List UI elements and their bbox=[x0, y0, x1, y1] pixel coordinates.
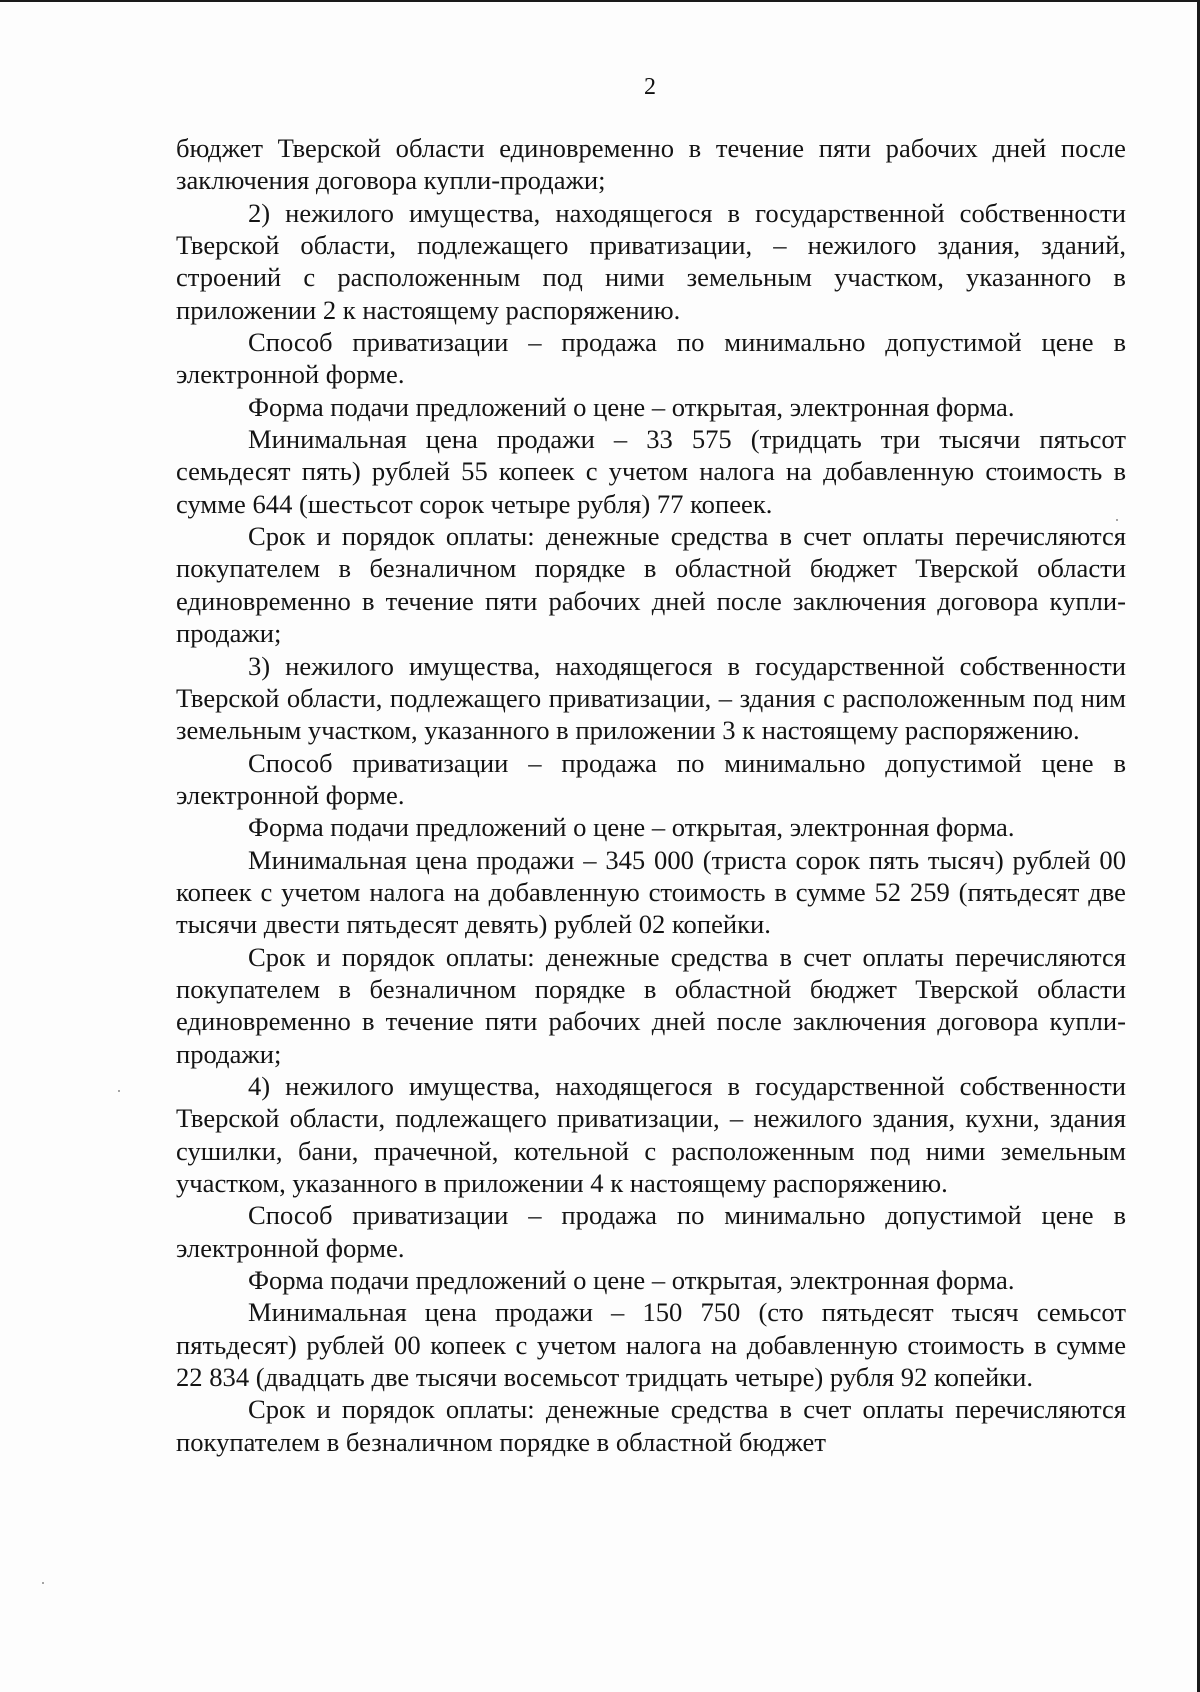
paragraph-payment-terms: Срок и порядок оплаты: денежные средства в счет оплаты перечисляются покупателем в безналичном порядке в областной бюджет bbox=[176, 1394, 1126, 1457]
scan-speck bbox=[42, 1582, 44, 1584]
paragraph-budget-continuation: бюджет Тверской области единовременно в течение пяти рабочих дней после заключения договора купли-продажи; bbox=[176, 133, 1126, 196]
paragraph-item-3: 3) нежилого имущества, находящегося в государственной собственности Тверской области, подлежащего приватизации, – здания с расположенным под ним земельным участком, указанного в приложении 3 к настоящему распоряжению. bbox=[176, 650, 1126, 746]
page-number: 2 bbox=[644, 74, 656, 100]
paragraph-payment-terms: Срок и порядок оплаты: денежные средства в счет оплаты перечисляются покупателем в безналичном порядке в областной бюджет Тверской области единовременно в течение пяти рабочих дней после заключения договора купли-продажи; bbox=[176, 521, 1126, 649]
scan-speck bbox=[1116, 519, 1118, 521]
document-body bbox=[176, 132, 1126, 1458]
paragraph-offer-form: Форма подачи предложений о цене – открытая, электронная форма. bbox=[248, 1265, 1015, 1296]
paragraph-item-2: 2) нежилого имущества, находящегося в государственной собственности Тверской области, подлежащего приватизации, – нежилого здания, зданий, строений с расположенным под ними земельным участком, указанного в приложении 2 к настоящему распоряжению. bbox=[176, 197, 1126, 325]
paragraph-privatization-method: Способ приватизации – продажа по минимально допустимой цене в электронной форме. bbox=[176, 1200, 1126, 1263]
paragraph-offer-form: Форма подачи предложений о цене – открытая, электронная форма. bbox=[248, 391, 1015, 422]
paragraph-payment-terms: Срок и порядок оплаты: денежные средства в счет оплаты перечисляются покупателем в безналичном порядке в областной бюджет Тверской области единовременно в течение пяти рабочих дней после заключения договора купли-продажи; bbox=[176, 941, 1126, 1069]
scan-speck bbox=[118, 1090, 120, 1092]
paragraph-minimum-price: Минимальная цена продажи – 33 575 (тридцать три тысячи пятьсот семьдесят пять) рублей 55 копеек с учетом налога на добавленную стоимость в сумме 644 (шестьсот сорок четыре рубля) 77 копеек. bbox=[176, 424, 1126, 519]
paragraph-privatization-method: Способ приватизации – продажа по минимально допустимой цене в электронной форме. bbox=[176, 327, 1126, 390]
paragraph-privatization-method: Способ приватизации – продажа по минимально допустимой цене в электронной форме. bbox=[176, 747, 1126, 810]
paragraph-item-4: 4) нежилого имущества, находящегося в государственной собственности Тверской области, подлежащего приватизации, – нежилого здания, кухни, здания сушилки, бани, прачечной, котельной с расположенным под ними земельным участком, указанного в приложении 4 к настоящему распоряжению. bbox=[176, 1070, 1126, 1198]
paragraph-offer-form: Форма подачи предложений о цене – открытая, электронная форма. bbox=[248, 812, 1015, 843]
paragraph-minimum-price: Минимальная цена продажи – 150 750 (сто пятьдесят тысяч семьсот пятьдесят) рублей 00 копеек с учетом налога на добавленную стоимость в сумме 22 834 (двадцать две тысячи восемьсот тридцать четыре) рубля 92 копейки. bbox=[176, 1297, 1126, 1393]
paragraph-minimum-price: Минимальная цена продажи – 345 000 (триста сорок пять тысяч) рублей 00 копеек с учетом налога на добавленную стоимость в сумме 52 259 (пятьдесят две тысячи двести пятьдесят девять) рублей 02 копейки. bbox=[176, 844, 1126, 940]
